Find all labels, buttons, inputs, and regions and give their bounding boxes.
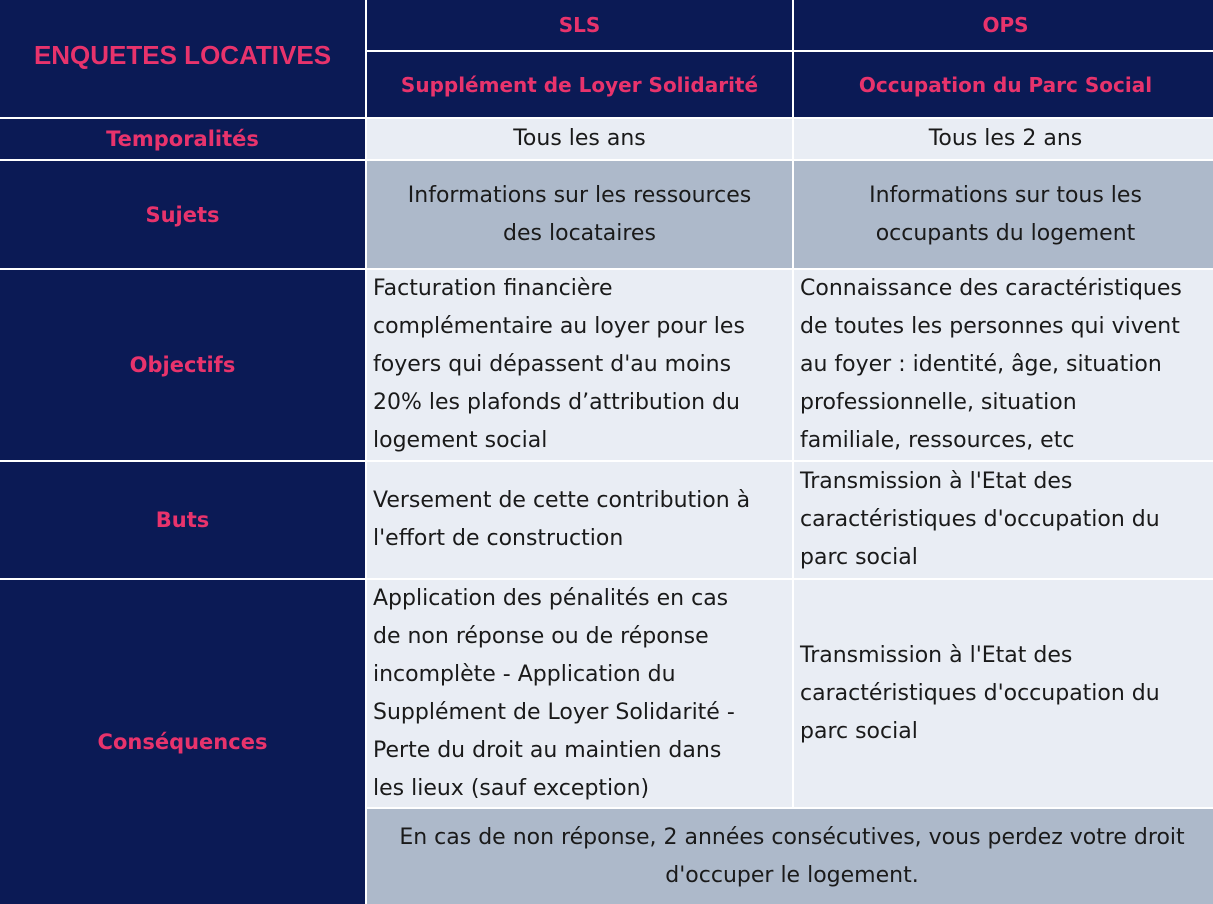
text-line: En cas de non réponse, 2 années consécutives, vous perdez votre droit xyxy=(399,824,1185,850)
row-label-temporalites: Temporalités xyxy=(0,119,365,159)
row-label-objectifs: Objectifs xyxy=(0,270,365,460)
objectifs-sls xyxy=(367,270,792,460)
text-line: Transmission à l'Etat des xyxy=(800,469,1073,494)
text-line: Informations sur tous les xyxy=(869,182,1142,208)
sujets-ops xyxy=(794,161,1213,268)
text-line: parc social xyxy=(800,545,918,570)
text-line: foyers qui dépassent d'au moins xyxy=(373,352,732,377)
text-line: caractéristiques d'occupation du xyxy=(800,680,1160,706)
text-line: Transmission à l'Etat des xyxy=(800,642,1073,668)
text-line: 20% les plafonds d’attribution du xyxy=(373,390,740,415)
text-line: familiale, ressources, etc xyxy=(800,428,1075,453)
text-line: l'effort de construction xyxy=(373,526,624,551)
text-line: caractéristiques d'occupation du xyxy=(800,507,1160,532)
text-line: occupants du logement xyxy=(875,220,1136,246)
text-line: logement social xyxy=(373,428,548,453)
text-line: incomplète - Application du xyxy=(373,661,676,687)
text-line: des locataires xyxy=(503,220,656,246)
sujets-sls xyxy=(367,161,792,268)
consequences-sls xyxy=(367,580,792,807)
text-line: professionnelle, situation xyxy=(800,390,1077,415)
buts-sls xyxy=(367,462,792,578)
text-line: Informations sur les ressources xyxy=(407,182,752,208)
text-line: Perte du droit au maintien dans xyxy=(373,737,722,763)
consequences-ops xyxy=(794,580,1213,807)
text-line: au foyer : identité, âge, situation xyxy=(800,352,1162,377)
text-line: d'occuper le logement. xyxy=(665,862,919,888)
text-line: Versement de cette contribution à xyxy=(373,488,751,513)
table-title: ENQUETES LOCATIVES xyxy=(0,0,365,117)
objectifs-ops xyxy=(794,270,1213,460)
text-line: Supplément de Loyer Solidarité - xyxy=(373,699,735,725)
text-line: complémentaire au loyer pour les xyxy=(373,314,745,339)
text-line: de toutes les personnes qui vivent xyxy=(800,314,1180,339)
temporalites-sls: Tous les ans xyxy=(367,119,792,159)
temporalites-ops: Tous les 2 ans xyxy=(794,119,1213,159)
text-line: parc social xyxy=(800,718,918,744)
text-line: Application des pénalités en cas xyxy=(373,585,729,611)
text-line: Connaissance des caractéristiques xyxy=(800,276,1182,301)
row-label-buts: Buts xyxy=(0,462,365,578)
sls-abbr-header: SLS xyxy=(367,0,792,50)
text-line: Facturation financière xyxy=(373,276,613,301)
buts-ops xyxy=(794,462,1213,578)
ops-full-header: Occupation du Parc Social xyxy=(794,52,1213,117)
text-line: de non réponse ou de réponse xyxy=(373,623,709,649)
sls-full-header: Supplément de Loyer Solidarité xyxy=(367,52,792,117)
text-line: les lieux (sauf exception) xyxy=(373,775,650,801)
row-label-consequences: Conséquences xyxy=(0,580,365,904)
ops-abbr-header: OPS xyxy=(794,0,1213,50)
row-label-sujets: Sujets xyxy=(0,161,365,268)
